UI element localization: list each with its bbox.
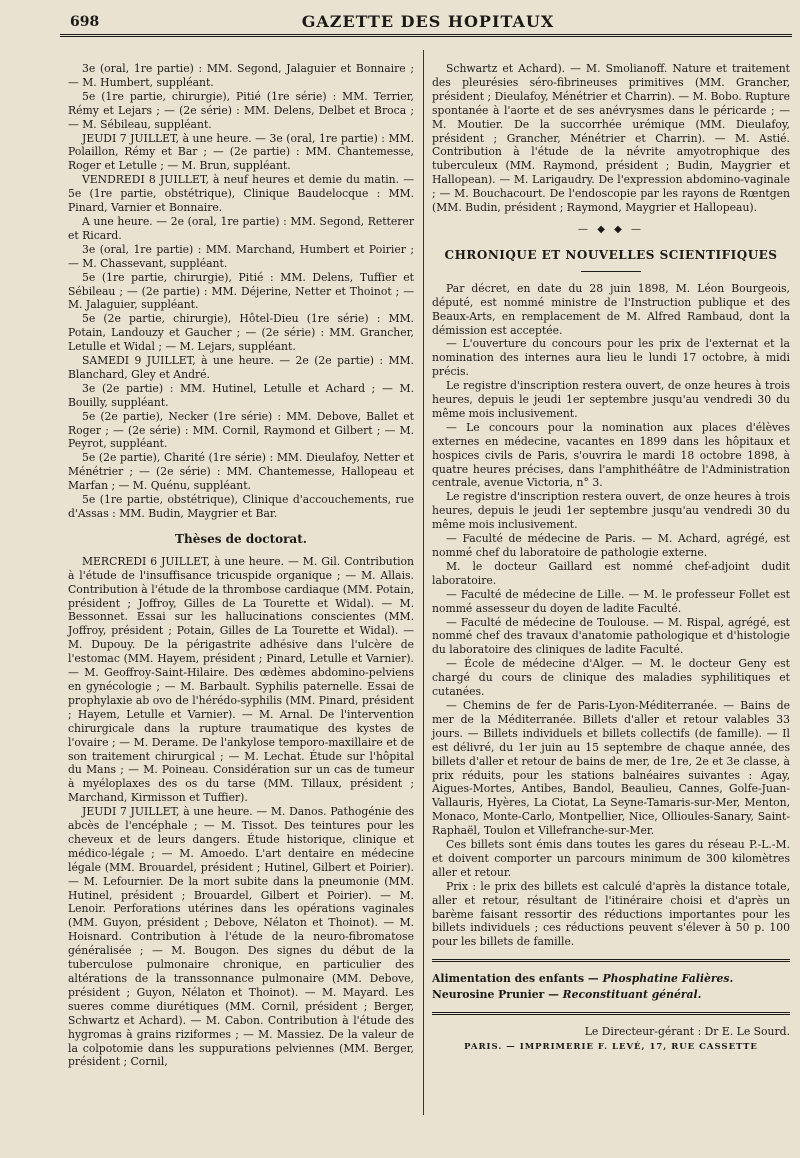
exam-paragraph: 5e (1re partie, chirurgie), Pitié (1re série) : MM. Terrier, Rémy et Lejars ; — (2e série) : MM. Delens, Delbet et Broca ; — M. Sébileau, suppléant. xyxy=(68,89,414,131)
advert-label: Neurosine Prunier xyxy=(432,988,545,1002)
page-header xyxy=(62,8,794,34)
news-paragraph: — Faculté de médecine de Toulouse. — M. Rispal, agrégé, est nommé chef des travaux d'anatomie pathologique et d'histologie du laboratoire des cliniques de ladite Faculté. xyxy=(432,615,790,657)
advert-line: Alimentation des enfants — Phosphatine Falières. xyxy=(432,972,734,986)
exam-paragraph: VENDREDI 8 JUILLET, à neuf heures et demie du matin. — 5e (1re partie, obstétrique), Clinique Baudelocque : MM. Pinard, Varnier et Bonnaire. xyxy=(68,173,414,215)
news-paragraph: — Faculté de médecine de Lille. — M. le professeur Follet est nommé assesseur du doyen de ladite Faculté. xyxy=(432,587,790,615)
news-paragraph: Le registre d'inscription restera ouvert, de onze heures à trois heures, depuis le jeudi 1er septembre jusqu'au vendredi 30 du même mois inclusivement. xyxy=(432,379,790,420)
exam-paragraph: 5e (2e partie), Charité (1re série) : MM. Dieulafoy, Netter et Ménétrier ; — (2e série) : MM. Chantemesse, Hallopeau et Marfan ; — M. Quénu, suppléant. xyxy=(68,451,414,493)
exam-paragraph: 3e (oral, 1re partie) : MM. Segond, Jalaguier et Bonnaire ; — M. Humbert, suppléant. xyxy=(68,62,414,89)
journal-title: GAZETTE DES HOPITAUX xyxy=(301,12,555,31)
news-paragraph: Par décret, en date du 28 juin 1898, M. Léon Bourgeois, député, est nommé ministre de l'Instruction publique et des Beaux-Arts, en remplacement de M. Alfred Rambaud, dont la démission est acceptée. xyxy=(432,281,790,337)
exam-paragraph: 5e (1re partie, chirurgie), Pitié : MM. Delens, Tuffier et Sébileau ; — (2e partie) : MM. Déjerine, Netter et Thoinot ; — M. Jalaguier, suppléant. xyxy=(68,270,414,312)
exam-paragraph: 5e (2e partie), Necker (1re série) : MM. Debove, Ballet et Roger ; — (2e série) : MM. Cornil, Raymond et Gilbert ; — M. Peyrot, suppléant. xyxy=(68,409,414,451)
printer-line: PARIS. — IMPRIMERIE F. LEVÉ, 17, RUE CASSETTE xyxy=(464,1042,758,1052)
advert-product: Reconstituant général. xyxy=(562,988,702,1002)
news-paragraph: — Chemins de fer de Paris-Lyon-Méditerranée. — Bains de mer de la Méditerranée. Billets d'aller et retour valables 33 jours. — Billets individuels et billets collectifs (de famille). — Il est délivré, du 1er juin au 15 septembre de chaque année, des billets d'aller et retour de bains de mer, de 1re, 2e et 3e classe, à prix réduits, pour les stations balnéaires suivantes : Agay, Aigues-Mortes, Antibes, Bandol, Beaulieu, Cannes, Golfe-Juan-Vallauris, Hyères, La Ciotat, La Seyne-Tamaris-sur-Mer, Menton, Monaco, Monte-Carlo, Montpellier, Nice, Ollioules-Sanary, Saint-Raphaël, Toulon et Villefranche-sur-Mer. xyxy=(432,698,790,838)
exam-paragraph: 5e (1re partie, obstétrique), Clinique d'accouchements, rue d'Assas : MM. Budin, Maygrier et Bar. xyxy=(68,493,414,520)
news-paragraph: Prix : le prix des billets est calculé d'après la distance totale, aller et retour, résultant de l'itinéraire choisi et d'après un barème faisant ressortir des réductions importantes pour les billets individuels ; ces réductions peuvent s'élever à 50 p. 100 pour les billets de famille. xyxy=(432,879,790,949)
exam-paragraph: 5e (2e partie, chirurgie), Hôtel-Dieu (1re série) : MM. Potain, Landouzy et Gaucher ; — (2e série) : MM. Grancher, Letulle et Widal ; — M. Lejars, suppléant. xyxy=(68,312,414,354)
exam-paragraph: SAMEDI 9 JUILLET, à une heure. — 2e (2e partie) : MM. Blanchard, Gley et André. xyxy=(68,354,414,381)
header-rule xyxy=(60,34,792,37)
right-column xyxy=(432,62,790,1055)
theses-continuation: Schwartz et Achard). — M. Smolianoff. Nature et traitement des pleurésies séro-fibrineuses primitives (MM. Grancher, président ; Dieulafoy, Ménétrier et Charrin). — M. Bobo. Rupture spontanée à l'aorte et de ses anévrysmes dans le péricarde ; — M. Moutier. De la succorrhée urémique (MM. Dieulafoy, président ; Grancher, Ménétrier et Charrin). — M. Astié. Contribution à l'étude de la névrite amyotrophique des tuberculeux (MM. Raymond, président ; Budin, Maygrier et Hallopean). — M. Larigaudry. De l'expression abdomino-vaginale ; — M. Bouchacourt. De l'endoscopie par les rayons de Rœntgen (MM. Budin, président ; Raymond, Maygrier et Hallopeau). xyxy=(432,62,790,215)
director-signature: Le Directeur-gérant : Dr E. Le Sourd. xyxy=(584,1025,790,1039)
page-number: 698 xyxy=(70,14,100,30)
news-paragraph: M. le docteur Gaillard est nommé chef-adjoint dudit laboratoire. xyxy=(432,559,790,587)
column-divider xyxy=(423,50,424,1115)
news-paragraph: Le registre d'inscription restera ouvert, de onze heures à trois heures, depuis le jeudi 1er septembre jusqu'au vendredi 30 du même mois inclusivement. xyxy=(432,490,790,532)
exam-paragraph: 3e (2e partie) : MM. Hutinel, Letulle et Achard ; — M. Bouilly, suppléant. xyxy=(68,381,414,409)
news-paragraph: — Le concours pour la nomination aux places d'élèves externes en médecine, vacantes en 1899 dans les hôpitaux et hospices civils de Paris, s'ouvrira le mardi 18 octobre 1898, à quatre heures précises, dans l'amphithéâtre de l'Administration centrale, avenue Victoria, n° 3. xyxy=(432,420,790,490)
advert-label: Alimentation des enfants xyxy=(432,972,585,986)
news-paragraph: — Faculté de médecine de Paris. — M. Achard, agrégé, est nommé chef du laboratoire de pathologie externe. xyxy=(432,532,790,559)
advert-rule xyxy=(432,1012,790,1015)
news-paragraph: — École de médecine d'Alger. — M. le docteur Geny est chargé du cours de clinique des maladies syphilitiques et cutanées. xyxy=(432,657,790,699)
heading-rule xyxy=(581,271,641,272)
advert-line: Neurosine Prunier — Reconstituant général. xyxy=(432,988,702,1002)
advert-product: Phosphatine Falières. xyxy=(602,972,734,986)
news-paragraph: — L'ouverture du concours pour les prix de l'externat et la nomination des internes aura lieu le lundi 17 octobre, à midi précis. xyxy=(432,337,790,379)
news-paragraph: Ces billets sont émis dans toutes les gares du réseau P.-L.-M. et doivent comporter un parcours minimum de 300 kilomètres aller et retour. xyxy=(432,838,790,879)
theses-heading: Thèses de doctorat. xyxy=(175,531,307,546)
exam-paragraph: A une heure. — 2e (oral, 1re partie) : MM. Segond, Retterer et Ricard. xyxy=(68,214,414,242)
exam-paragraph: 3e (oral, 1re partie) : MM. Marchand, Humbert et Poirier ; — M. Chassevant, suppléant. xyxy=(68,242,414,270)
theses-paragraph: MERCREDI 6 JUILLET, à une heure. — M. Gil. Contribution à l'étude de l'insuffisance tricuspide organique ; — M. Allais. Contribution à l'étude de la thrombose cardiaque (MM. Potain, président ; Joffroy, Gilles de La Tourette et Widal). — M. Bessonnet. Essai sur les hallucinations conscientes (MM. Joffroy, président ; Potain, Gilles de La Tourette et Widal). — M. Dupouy. De la périgastrite adhésive dans l'ulcère de l'estomac (MM. Hayem, président ; Pinard, Letulle et Varnier). — M. Geoffroy-Saint-Hilaire. Des œdèmes abdomino-pelviens en gynécologie ; — M. Barbault. Syphilis paternelle. Essai de prophylaxie ab ovo de l'hérédo-syphilis (MM. Pinard, président ; Hayem, Letulle et Varnier). — M. Arnal. De l'intervention chirurgicale dans la rupture traumatique des kystes de l'ovaire ; — M. Derame. De l'ankylose temporo-maxillaire et de son traitement chirurgical ; — M. Lechat. Étude sur l'hôpital du Mans ; — M. Poineau. Considération sur un cas de tumeur à myéloplaxes des os du tarse (MM. Tillaux, président ; Marchand, Kirmisson et Tuffier). xyxy=(68,554,414,805)
left-column xyxy=(68,62,414,1069)
advert-rule xyxy=(432,959,790,962)
chronique-heading: CHRONIQUE ET NOUVELLES SCIENTIFIQUES xyxy=(444,247,778,262)
ornament-divider: — ◆ ◆ — xyxy=(578,223,644,235)
exam-paragraph: JEUDI 7 JUILLET, à une heure. — 3e (oral, 1re partie) : MM. Polaillon, Rémy et Bar ; — (2e partie) : MM. Chantemesse, Roger et Letulle ; — M. Brun, suppléant. xyxy=(68,131,414,173)
theses-paragraph: JEUDI 7 JUILLET, à une heure. — M. Danos. Pathogénie des abcès de l'encéphale ; — M. Tissot. Des teintures pour les cheveux et de leurs dangers. Étude historique, clinique et médico-légale ; — M. Amoedo. L'art dentaire en médecine légale (MM. Brouardel, président ; Hutinel, Gilbert et Poirier). — M. Lefournier. De la mort subite dans la pneumonie (MM. Hutinel, président ; Brouardel, Gilbert et Poirier). — M. Lenoir. Perforations utérines dans les opérations vaginales (MM. Guyon, président ; Debove, Nélaton et Thoinot). — M. Hoisnard. Contribution à l'étude de la neuro-fibromatose généralisée ; — M. Bougon. Des signes du début de la tuberculose pulmonaire chronique, en particulier des altérations de la transsonnance pulmonaire (MM. Debove, président ; Guyon, Nélaton et Thoinot). — M. Mayard. Les sueres comme diurétiques (MM. Cornil, président ; Berger, Schwartz et Achard). — M. Cabon. Contribution à l'étude des hygromas à grains riziformes ; — M. Massiez. De la valeur de la colpotomie dans les suppurations pelviennes (MM. Berger, président ; Cornil, xyxy=(68,805,414,1069)
